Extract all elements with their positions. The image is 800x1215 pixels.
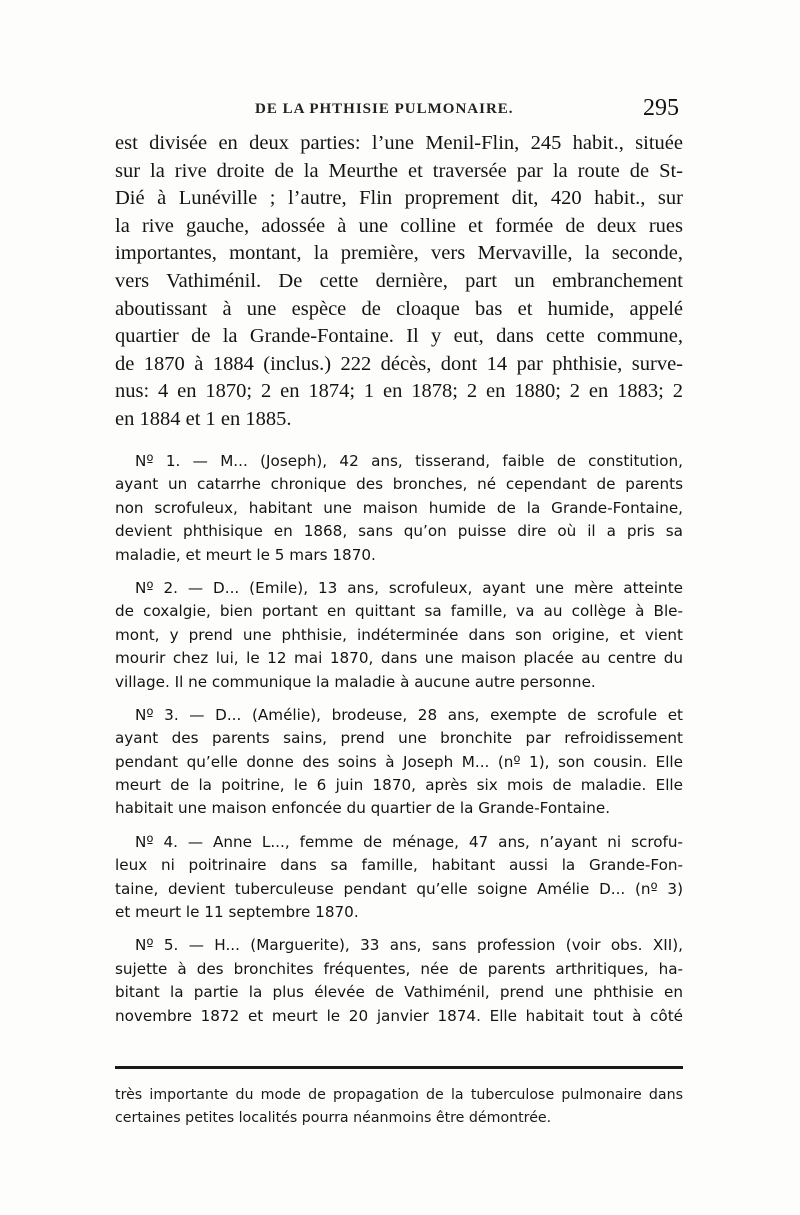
text-line: meurt de la poitrine, le 6 juin 1870, après six mois de maladie. Elle (115, 776, 683, 795)
text-line: Nº 3. — D... (Amélie), brodeuse, 28 ans, exempte de scrofule et (135, 705, 683, 724)
text-line: sujette à des bronchites fréquentes, née de parents arthritiques, ha- (115, 959, 683, 978)
text-line: Nº 1. — M... (Joseph), 42 ans, tisserand, faible de constitution, (135, 452, 683, 470)
text-line: bitant la partie la plus élevée de Vathiménil, prend une phthisie en (115, 983, 683, 1002)
text-line: taine, devient tuberculeuse pendant qu’elle soigne Amélie D... (nº 3) (115, 879, 683, 898)
text-line: en 1884 et 1 en 1885. (115, 407, 292, 430)
text-line: importantes, montant, la première, vers Mervaville, la seconde, (115, 242, 683, 265)
case-entry-5 (115, 934, 683, 1028)
text-line: de coxalgie, bien portant en quittant sa famille, va au collège à Ble- (115, 602, 683, 621)
text-line: est divisée en deux parties: l’une Menil-Flin, 245 habit., située (115, 132, 683, 154)
text-line: ayant un catarrhe chronique des bronches, né cependant de parents (115, 475, 683, 494)
case-entry-2 (115, 577, 683, 694)
text-line: mont, y prend une phthisie, indéterminée dans son origine, et vient (115, 625, 683, 644)
text-line: habitait une maison enfoncée du quartier de la Grande-Fontaine. (115, 799, 611, 818)
text-line: Dié à Lunéville ; l’autre, Flin proprement dit, 420 habit., sur (115, 187, 683, 210)
text-line: nus: 4 en 1870; 2 en 1874; 1 en 1878; 2 en 1880; 2 en 1883; 2 (115, 380, 683, 403)
text-line: leux ni poitrinaire dans sa famille, habitant aussi la Grande-Fon- (115, 856, 683, 875)
text-line: de 1870 à 1884 (inclus.) 222 décès, dont 14 par phthisie, surve- (115, 352, 683, 375)
text-line: pendant qu’elle donne des soins à Joseph M... (nº 1), son cousin. Elle (115, 752, 683, 771)
text-line: et meurt le 11 septembre 1870. (115, 903, 359, 922)
footnote (115, 1084, 683, 1130)
intro-paragraph (115, 130, 683, 434)
case-entry-4 (115, 831, 683, 925)
case-entry-1 (115, 450, 683, 567)
text-line: ayant des parents sains, prend une bronchite par refroidissement (115, 729, 683, 748)
text-line: Nº 4. — Anne L..., femme de ménage, 47 ans, n’ayant ni scrofu- (135, 832, 683, 851)
text-line: non scrofuleux, habitant une maison humide de la Grande-Fontaine, (115, 498, 683, 517)
text-line: Nº 5. — H... (Marguerite), 33 ans, sans profession (voir obs. XII), (135, 936, 683, 955)
text-line: aboutissant à une espèce de cloaque bas et humide, appelé (115, 297, 683, 320)
text-line: village. Il ne communique la maladie à aucune autre personne. (115, 672, 596, 691)
case-entry-3 (115, 704, 683, 821)
footnote-separator (115, 1066, 683, 1069)
text-line: très importante du mode de propagation de la tuberculose pulmonaire dans (115, 1087, 683, 1103)
text-line: devient phthisique en 1868, sans qu’on puisse dire où il a pris sa (115, 522, 683, 541)
text-line: quartier de la Grande-Fontaine. Il y eut, dans cette commune, (115, 325, 683, 348)
text-line: novembre 1872 et meurt le 20 janvier 1874. Elle habitait tout à côté (115, 1006, 683, 1025)
running-head: DE LA PHTHISIE PULMONAIRE. (255, 101, 514, 117)
text-line: la rive gauche, adossée à une colline et formée de deux rues (115, 214, 683, 237)
page-number: 295 (643, 95, 679, 121)
text-line: mourir chez lui, le 12 mai 1870, dans une maison placée au centre du (115, 649, 683, 668)
text-line: vers Vathiménil. De cette dernière, part un embranchement (115, 269, 683, 292)
text-line: Nº 2. — D... (Emile), 13 ans, scrofuleux, ayant une mère atteinte (135, 578, 683, 597)
text-line: certaines petites localités pourra néanmoins être démontrée. (115, 1110, 552, 1126)
text-line: sur la rive droite de la Meurthe et traversée par la route de St- (115, 159, 683, 182)
text-line: maladie, et meurt le 5 mars 1870. (115, 545, 376, 564)
case-list (115, 450, 683, 1038)
page-header (115, 95, 685, 125)
